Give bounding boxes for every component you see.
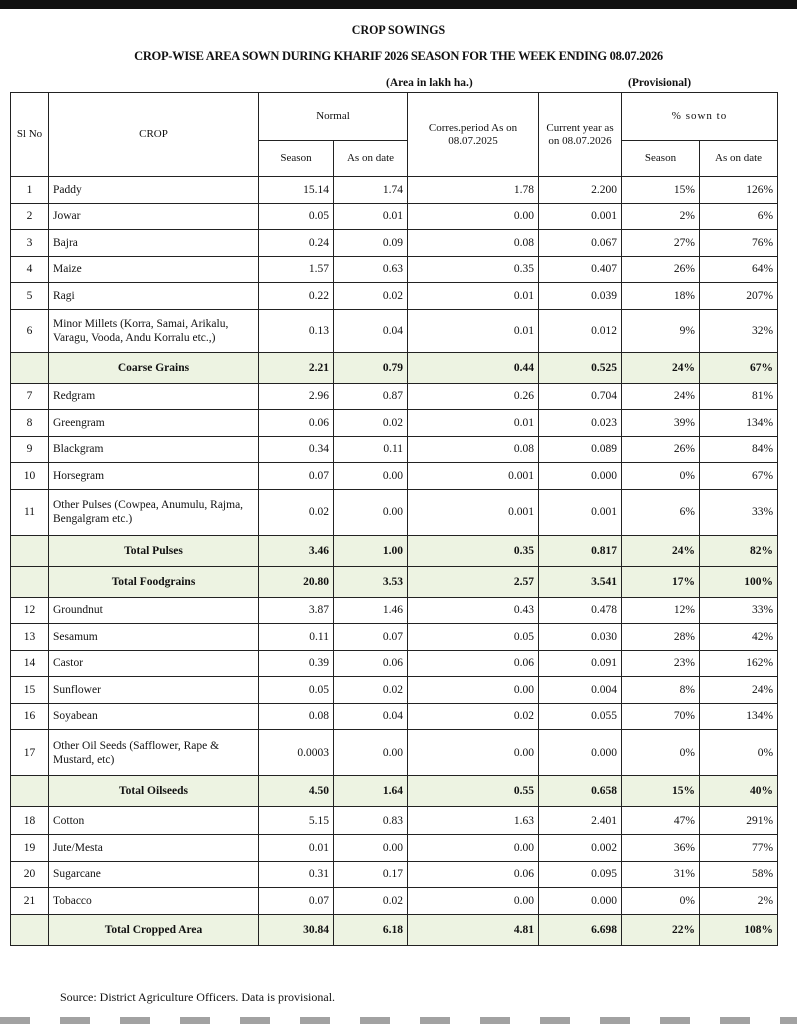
total-row — [11, 566, 778, 597]
report-subtitle: CROP-WISE AREA SOWN DURING KHARIF 2026 SEASON FOR THE WEEK ENDING 08.07.2026 — [134, 49, 663, 63]
cell-normal-season: 20.80 — [259, 566, 334, 597]
cell-normal-season: 30.84 — [259, 914, 334, 945]
cell-corres-period: 0.55 — [408, 776, 539, 807]
cell-normal-season: 15.14 — [259, 177, 334, 204]
cell-pct-season: 47% — [622, 807, 700, 835]
cell-corres-period: 0.02 — [408, 703, 539, 730]
cell-corres-period: 0.08 — [408, 230, 539, 257]
cell-sl-no: 2 — [11, 203, 49, 230]
cell-pct-as-on-date: 42% — [700, 624, 778, 651]
cell-current-year: 0.055 — [539, 703, 622, 730]
cell-crop-name: Bajra — [49, 230, 259, 257]
cell-sl-no: 17 — [11, 730, 49, 776]
cell-current-year: 0.039 — [539, 283, 622, 310]
table-row — [11, 436, 778, 463]
cell-corres-period: 0.35 — [408, 256, 539, 283]
cell-sl-no: 15 — [11, 677, 49, 704]
cell-corres-period: 0.08 — [408, 436, 539, 463]
cell-crop-name: Other Pulses (Cowpea, Anumulu, Rajma, Bengalgram etc.) — [49, 489, 259, 535]
cell-corres-period: 0.26 — [408, 383, 539, 410]
cell-sl-no: 19 — [11, 835, 49, 862]
cell-pct-season: 18% — [622, 283, 700, 310]
cell-sl-no: 4 — [11, 256, 49, 283]
cell-pct-as-on-date: 82% — [700, 535, 778, 566]
cell-sl-no: 7 — [11, 383, 49, 410]
cell-normal-as-on-date: 3.53 — [334, 566, 408, 597]
cell-corres-period: 0.35 — [408, 535, 539, 566]
cell-pct-season: 8% — [622, 677, 700, 704]
cell-sl-no: 5 — [11, 283, 49, 310]
table-row — [11, 861, 778, 888]
cell-normal-as-on-date: 0.00 — [334, 730, 408, 776]
cell-current-year: 0.001 — [539, 203, 622, 230]
cell-sl-no: 18 — [11, 807, 49, 835]
cell-pct-as-on-date: 84% — [700, 436, 778, 463]
cell-corres-period: 1.63 — [408, 807, 539, 835]
cell-sl-no: 1 — [11, 177, 49, 204]
cell-pct-as-on-date: 162% — [700, 650, 778, 677]
cell-pct-season: 23% — [622, 650, 700, 677]
cell-pct-as-on-date: 108% — [700, 914, 778, 945]
cell-normal-as-on-date: 0.02 — [334, 283, 408, 310]
cell-crop-name: Sesamum — [49, 624, 259, 651]
cell-current-year: 0.478 — [539, 597, 622, 624]
cell-normal-season: 0.08 — [259, 703, 334, 730]
cell-pct-season: 17% — [622, 566, 700, 597]
cell-crop-name: Horsegram — [49, 463, 259, 490]
cell-corres-period: 0.00 — [408, 730, 539, 776]
cell-crop-name: Jute/Mesta — [49, 835, 259, 862]
cell-pct-season: 24% — [622, 535, 700, 566]
cell-pct-season: 0% — [622, 888, 700, 915]
cell-pct-season: 36% — [622, 835, 700, 862]
table-row — [11, 410, 778, 437]
cell-pct-season: 39% — [622, 410, 700, 437]
cell-crop-name: Redgram — [49, 383, 259, 410]
cell-pct-season: 31% — [622, 861, 700, 888]
table-row — [11, 677, 778, 704]
total-row — [11, 352, 778, 383]
cell-crop-name: Blackgram — [49, 436, 259, 463]
cell-normal-as-on-date: 0.04 — [334, 703, 408, 730]
cell-sl-no — [11, 352, 49, 383]
cell-corres-period: 1.78 — [408, 177, 539, 204]
cell-pct-season: 2% — [622, 203, 700, 230]
cell-normal-season: 5.15 — [259, 807, 334, 835]
cell-normal-season: 0.11 — [259, 624, 334, 651]
cell-current-year: 0.067 — [539, 230, 622, 257]
header-normal-season: Season — [259, 141, 334, 177]
cell-crop-name: Minor Millets (Korra, Samai, Arikalu, Varagu, Vooda, Andu Korralu etc.,) — [49, 309, 259, 352]
cell-current-year: 0.089 — [539, 436, 622, 463]
cell-normal-as-on-date: 0.00 — [334, 489, 408, 535]
cell-corres-period: 0.001 — [408, 489, 539, 535]
cell-normal-season: 0.07 — [259, 888, 334, 915]
cell-pct-season: 9% — [622, 309, 700, 352]
cell-pct-season: 6% — [622, 489, 700, 535]
cell-current-year: 0.012 — [539, 309, 622, 352]
cell-pct-season: 28% — [622, 624, 700, 651]
cell-normal-as-on-date: 0.04 — [334, 309, 408, 352]
cell-pct-as-on-date: 76% — [700, 230, 778, 257]
cell-current-year: 0.095 — [539, 861, 622, 888]
cell-normal-as-on-date: 0.87 — [334, 383, 408, 410]
cell-current-year: 0.030 — [539, 624, 622, 651]
cell-corres-period: 0.05 — [408, 624, 539, 651]
cell-normal-season: 0.0003 — [259, 730, 334, 776]
cell-pct-as-on-date: 40% — [700, 776, 778, 807]
cell-pct-as-on-date: 134% — [700, 703, 778, 730]
header-corres-period: Corres.period As on 08.07.2025 — [408, 93, 539, 177]
header-sl-no: Sl No — [11, 93, 49, 177]
cell-pct-as-on-date: 291% — [700, 807, 778, 835]
cell-pct-season: 26% — [622, 436, 700, 463]
cell-sl-no: 14 — [11, 650, 49, 677]
table-row — [11, 730, 778, 776]
total-row — [11, 535, 778, 566]
table-row — [11, 256, 778, 283]
cell-normal-season: 2.21 — [259, 352, 334, 383]
cell-normal-as-on-date: 0.00 — [334, 835, 408, 862]
cell-sl-no: 8 — [11, 410, 49, 437]
cell-pct-as-on-date: 134% — [700, 410, 778, 437]
cell-normal-as-on-date: 1.74 — [334, 177, 408, 204]
cell-corres-period: 0.00 — [408, 203, 539, 230]
table-row — [11, 703, 778, 730]
cell-sl-no: 13 — [11, 624, 49, 651]
cell-normal-as-on-date: 0.07 — [334, 624, 408, 651]
cell-current-year: 2.401 — [539, 807, 622, 835]
cell-corres-period: 0.06 — [408, 861, 539, 888]
cell-normal-as-on-date: 0.11 — [334, 436, 408, 463]
cell-pct-as-on-date: 67% — [700, 352, 778, 383]
cell-corres-period: 0.001 — [408, 463, 539, 490]
cell-pct-as-on-date: 64% — [700, 256, 778, 283]
cell-pct-as-on-date: 207% — [700, 283, 778, 310]
cell-pct-season: 0% — [622, 730, 700, 776]
cell-sl-no: 16 — [11, 703, 49, 730]
cell-normal-as-on-date: 0.17 — [334, 861, 408, 888]
header-pct-season: Season — [622, 141, 700, 177]
table-row — [11, 650, 778, 677]
cell-sl-no: 21 — [11, 888, 49, 915]
cell-pct-as-on-date: 33% — [700, 489, 778, 535]
cell-crop-name: Ragi — [49, 283, 259, 310]
cell-normal-season: 0.06 — [259, 410, 334, 437]
cell-pct-season: 27% — [622, 230, 700, 257]
cell-normal-season: 1.57 — [259, 256, 334, 283]
cell-crop-name: Castor — [49, 650, 259, 677]
cell-crop-name: Paddy — [49, 177, 259, 204]
cell-corres-period: 0.44 — [408, 352, 539, 383]
cell-sl-no: 3 — [11, 230, 49, 257]
cell-sl-no — [11, 535, 49, 566]
cell-crop-name: Sugarcane — [49, 861, 259, 888]
cell-pct-as-on-date: 77% — [700, 835, 778, 862]
cell-normal-as-on-date: 0.02 — [334, 677, 408, 704]
table-row — [11, 177, 778, 204]
cell-current-year: 0.000 — [539, 730, 622, 776]
cell-crop-name: Sunflower — [49, 677, 259, 704]
cell-current-year: 3.541 — [539, 566, 622, 597]
cell-sl-no — [11, 776, 49, 807]
cell-pct-as-on-date: 32% — [700, 309, 778, 352]
cell-current-year: 0.000 — [539, 463, 622, 490]
table-row — [11, 597, 778, 624]
cell-normal-season: 0.39 — [259, 650, 334, 677]
header-pct-as-on-date: As on date — [700, 141, 778, 177]
cell-crop-name: Total Cropped Area — [49, 914, 259, 945]
cell-pct-as-on-date: 2% — [700, 888, 778, 915]
header-normal-as-on-date: As on date — [334, 141, 408, 177]
cell-crop-name: Total Foodgrains — [49, 566, 259, 597]
cut-off-next-row — [0, 1017, 797, 1024]
cell-crop-name: Total Oilseeds — [49, 776, 259, 807]
table-row — [11, 624, 778, 651]
cell-crop-name: Tobacco — [49, 888, 259, 915]
total-row — [11, 776, 778, 807]
cell-corres-period: 2.57 — [408, 566, 539, 597]
cell-current-year: 0.023 — [539, 410, 622, 437]
cell-normal-as-on-date: 0.01 — [334, 203, 408, 230]
cell-crop-name: Total Pulses — [49, 535, 259, 566]
cell-current-year: 0.004 — [539, 677, 622, 704]
crop-sowing-table — [10, 92, 778, 946]
table-row — [11, 888, 778, 915]
cell-current-year: 0.525 — [539, 352, 622, 383]
cell-crop-name: Groundnut — [49, 597, 259, 624]
header-current-year: Current year as on 08.07.2026 — [539, 93, 622, 177]
cell-crop-name: Coarse Grains — [49, 352, 259, 383]
cell-current-year: 0.002 — [539, 835, 622, 862]
cell-normal-season: 0.22 — [259, 283, 334, 310]
cell-corres-period: 0.01 — [408, 410, 539, 437]
cell-corres-period: 0.01 — [408, 283, 539, 310]
table-row — [11, 835, 778, 862]
cell-normal-as-on-date: 6.18 — [334, 914, 408, 945]
cell-normal-as-on-date: 0.00 — [334, 463, 408, 490]
table-row — [11, 283, 778, 310]
table-row — [11, 203, 778, 230]
cell-pct-season: 26% — [622, 256, 700, 283]
cell-pct-season: 0% — [622, 463, 700, 490]
cell-pct-season: 24% — [622, 352, 700, 383]
cell-normal-season: 3.87 — [259, 597, 334, 624]
cell-pct-season: 15% — [622, 776, 700, 807]
cell-pct-as-on-date: 0% — [700, 730, 778, 776]
cell-crop-name: Cotton — [49, 807, 259, 835]
cell-crop-name: Other Oil Seeds (Safflower, Rape & Mustard, etc) — [49, 730, 259, 776]
cell-sl-no: 6 — [11, 309, 49, 352]
cell-corres-period: 0.00 — [408, 835, 539, 862]
cell-current-year: 0.704 — [539, 383, 622, 410]
cell-current-year: 0.407 — [539, 256, 622, 283]
cell-sl-no: 12 — [11, 597, 49, 624]
cell-pct-season: 24% — [622, 383, 700, 410]
cell-corres-period: 0.06 — [408, 650, 539, 677]
cell-crop-name: Maize — [49, 256, 259, 283]
cell-current-year: 0.091 — [539, 650, 622, 677]
total-row — [11, 914, 778, 945]
cell-pct-as-on-date: 67% — [700, 463, 778, 490]
cell-normal-as-on-date: 0.79 — [334, 352, 408, 383]
cell-current-year: 0.000 — [539, 888, 622, 915]
cell-pct-season: 12% — [622, 597, 700, 624]
cell-sl-no: 11 — [11, 489, 49, 535]
cell-normal-season: 0.05 — [259, 677, 334, 704]
report-title: CROP SOWINGS — [351, 22, 446, 37]
cell-current-year: 0.817 — [539, 535, 622, 566]
cell-current-year: 6.698 — [539, 914, 622, 945]
table-row — [11, 309, 778, 352]
cell-current-year: 0.658 — [539, 776, 622, 807]
cell-normal-as-on-date: 0.83 — [334, 807, 408, 835]
cell-normal-season: 4.50 — [259, 776, 334, 807]
cell-normal-as-on-date: 0.02 — [334, 888, 408, 915]
cell-crop-name: Soyabean — [49, 703, 259, 730]
cell-normal-as-on-date: 0.02 — [334, 410, 408, 437]
cell-sl-no: 20 — [11, 861, 49, 888]
cell-sl-no: 9 — [11, 436, 49, 463]
cell-corres-period: 0.00 — [408, 888, 539, 915]
cell-normal-season: 0.13 — [259, 309, 334, 352]
cell-normal-season: 0.24 — [259, 230, 334, 257]
cell-crop-name: Greengram — [49, 410, 259, 437]
cell-normal-season: 0.02 — [259, 489, 334, 535]
cell-normal-season: 0.07 — [259, 463, 334, 490]
table-row — [11, 489, 778, 535]
cell-pct-as-on-date: 126% — [700, 177, 778, 204]
cell-pct-as-on-date: 24% — [700, 677, 778, 704]
cell-normal-season: 3.46 — [259, 535, 334, 566]
cell-normal-season: 2.96 — [259, 383, 334, 410]
cell-crop-name: Jowar — [49, 203, 259, 230]
cell-corres-period: 0.01 — [408, 309, 539, 352]
cell-normal-as-on-date: 0.06 — [334, 650, 408, 677]
cell-normal-as-on-date: 1.00 — [334, 535, 408, 566]
cell-pct-season: 70% — [622, 703, 700, 730]
cell-corres-period: 4.81 — [408, 914, 539, 945]
cell-normal-as-on-date: 1.46 — [334, 597, 408, 624]
cell-sl-no: 10 — [11, 463, 49, 490]
header-crop: CROP — [49, 93, 259, 177]
cell-pct-as-on-date: 33% — [700, 597, 778, 624]
header-pct-sown: % sown to — [622, 93, 778, 141]
cell-corres-period: 0.00 — [408, 677, 539, 704]
cell-normal-as-on-date: 0.09 — [334, 230, 408, 257]
cell-normal-season: 0.05 — [259, 203, 334, 230]
top-edge-bar — [0, 0, 797, 9]
cell-pct-as-on-date: 81% — [700, 383, 778, 410]
header-normal: Normal — [259, 93, 408, 141]
table-row — [11, 463, 778, 490]
provisional-note: (Provisional) — [628, 77, 692, 89]
cell-pct-as-on-date: 100% — [700, 566, 778, 597]
cell-normal-season: 0.01 — [259, 835, 334, 862]
cell-normal-as-on-date: 0.63 — [334, 256, 408, 283]
table-row — [11, 807, 778, 835]
table-row — [11, 230, 778, 257]
cell-current-year: 0.001 — [539, 489, 622, 535]
cell-pct-as-on-date: 6% — [700, 203, 778, 230]
cell-sl-no — [11, 566, 49, 597]
unit-note: (Area in lakh ha.) — [386, 77, 473, 89]
cell-normal-season: 0.34 — [259, 436, 334, 463]
cell-corres-period: 0.43 — [408, 597, 539, 624]
cell-pct-season: 15% — [622, 177, 700, 204]
cell-current-year: 2.200 — [539, 177, 622, 204]
cell-pct-as-on-date: 58% — [700, 861, 778, 888]
cell-normal-as-on-date: 1.64 — [334, 776, 408, 807]
source-note: Source: District Agriculture Officers. Data is provisional. — [60, 990, 336, 1004]
table-body — [11, 177, 778, 946]
table-row — [11, 383, 778, 410]
cell-sl-no — [11, 914, 49, 945]
cell-normal-season: 0.31 — [259, 861, 334, 888]
cell-pct-season: 22% — [622, 914, 700, 945]
